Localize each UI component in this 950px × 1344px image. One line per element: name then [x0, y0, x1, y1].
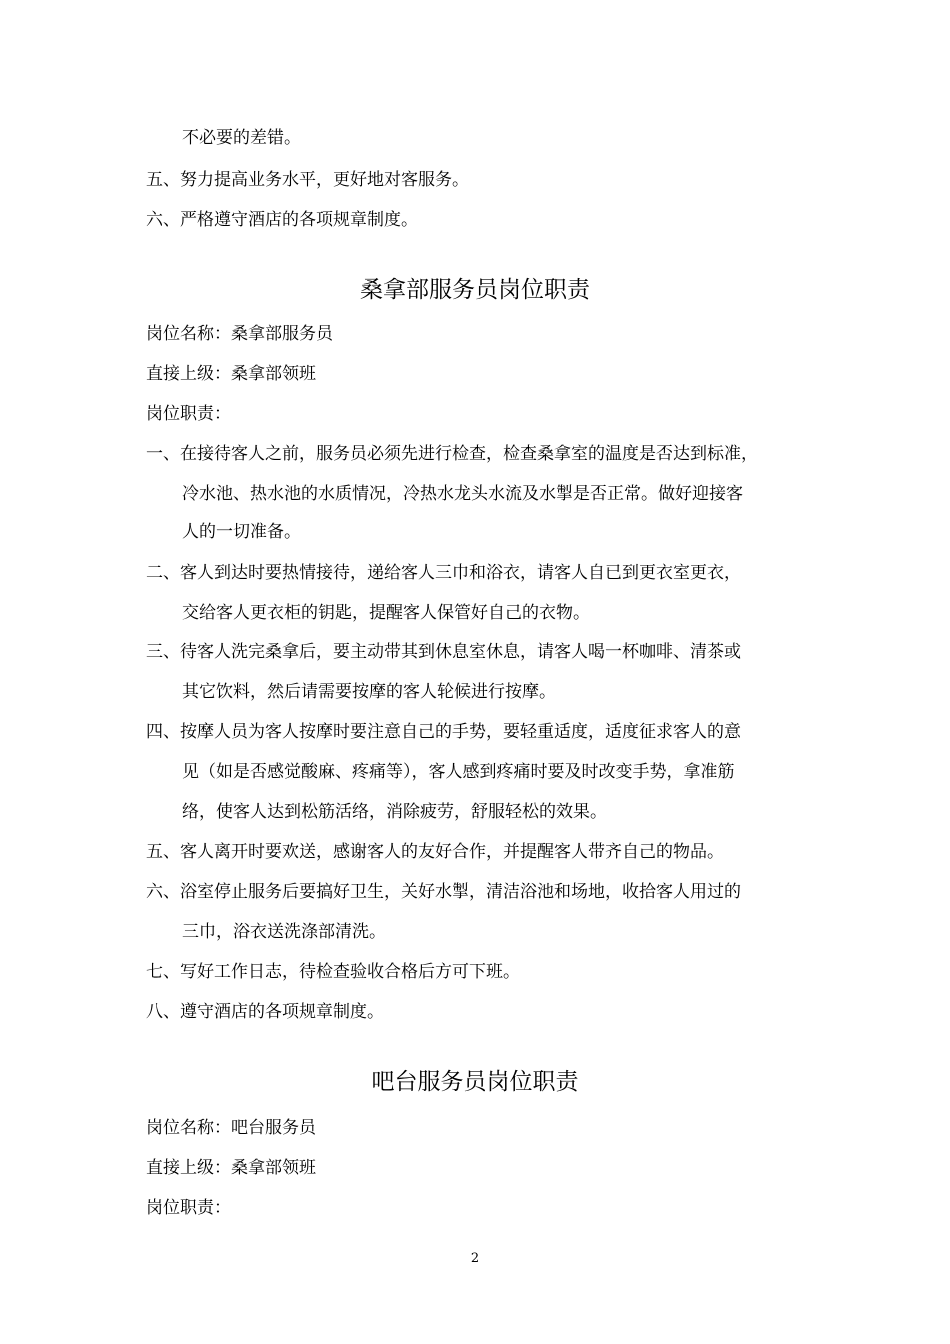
- section-title: 吧台服务员岗位职责: [371, 1069, 579, 1095]
- section-title: 桑拿部服务员岗位职责: [360, 277, 590, 303]
- page-number: 2: [470, 1251, 480, 1266]
